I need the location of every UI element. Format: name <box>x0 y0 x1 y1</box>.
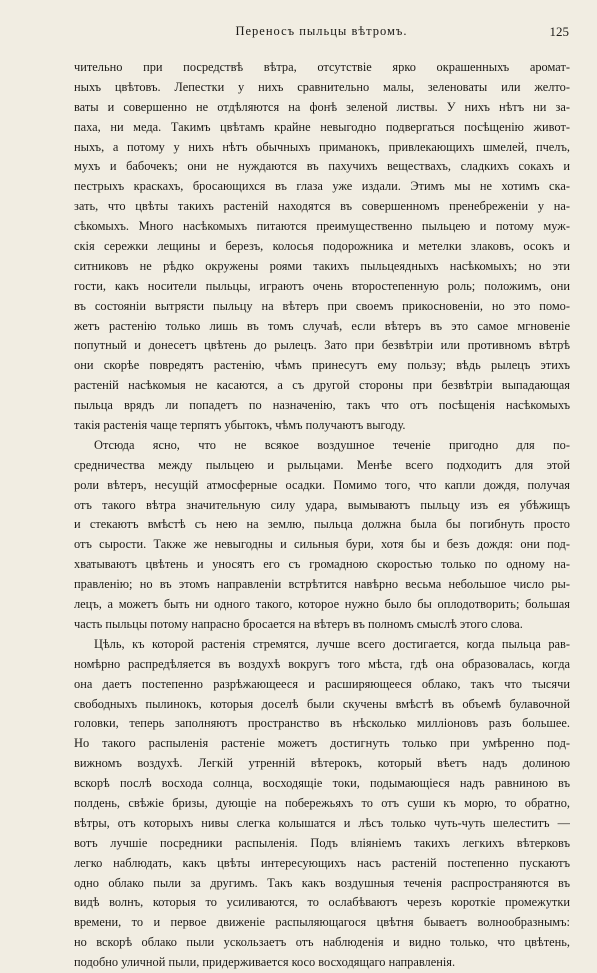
text-line: такія растенія чаще терпятъ убытокъ, чѣмъ получаютъ выгоду. <box>74 418 406 433</box>
text-line: хватываютъ цвѣтень и уносятъ его съ громадною скоростью только по одному на- <box>74 557 570 572</box>
text-line: одно облако пыли за другимъ. Такъ какъ воздушныя теченія распространяются въ <box>74 875 570 890</box>
text-line: пыльца врядъ ли попадетъ по назначенію, такъ что отъ посѣщенія насѣкомыхъ <box>74 398 570 413</box>
text-line: жетъ растенію только лишь въ томъ случаѣ, если вѣтеръ въ это самое мгновеніе <box>74 318 570 333</box>
text-line: но вскорѣ облако пыли ускользаетъ отъ наблюденія и видно только, что цвѣтень, <box>74 935 570 950</box>
text-line: вѣтры, отъ которыхъ нивы слегка колышатся и лѣсъ только чуть-чуть шелеститъ — <box>74 815 570 830</box>
text-line: паха, ни меда. Такимъ цвѣтамъ крайне невыгодно подвергаться посѣщенію живот- <box>74 119 570 134</box>
text-line: пестрыхъ краскахъ, бросающихся въ глаза уже издали. Этимъ мы не хотимъ ска- <box>74 179 570 194</box>
text-line: попутный и донесетъ цвѣтень до рылецъ. Зато при безвѣтріи или противномъ вѣтрѣ <box>74 338 570 353</box>
text-line: свободныхъ пылинокъ, которыя доселѣ были скучены вмѣстѣ въ объемѣ булавочной <box>74 696 570 711</box>
text-line: Цѣль, къ которой растенія стремятся, лучше всего достигается, когда пыльца рав- <box>94 636 570 651</box>
page-header <box>74 24 569 44</box>
text-line: скія сережки лещины и березъ, колосья подорожника и метелки злаковъ, осокъ и <box>74 239 570 254</box>
text-line: ныхъ цвѣтовъ. Лепестки у нихъ сравнительно малы, зеленоваты или желто- <box>74 79 570 94</box>
text-line: въ состояніи вытрясти пыльцу на вѣтеръ при своемъ прикосновеніи, но это помо- <box>74 298 570 313</box>
text-line: Но такого распыленія растеніе можетъ достигнуть только при умѣренно под- <box>74 736 570 751</box>
text-line: растеній насѣкомыя не касаются, а съ другой стороны при безвѣтріи выпадающая <box>74 378 570 393</box>
text-line: подобно уличной пыли, придерживается косо восходящаго направленія. <box>74 955 456 970</box>
text-line: вотъ лучшіе посредники распыленія. Подъ вліяніемъ такихъ легкихъ вѣтерковъ <box>74 835 570 850</box>
text-line: и стекаютъ вмѣстѣ съ нею на землю, пыльца должна была бы погибнуть просто <box>74 517 570 532</box>
text-line: видѣ волнъ, которыя то усиливаются, то ослабѣваютъ черезъ короткіе промежутки <box>74 895 570 910</box>
text-line: она даетъ постепенно разрѣжающееся и расширяющееся облако, такъ что тысячи <box>74 676 570 691</box>
body-text <box>74 58 570 973</box>
text-line: они скорѣе повредятъ растенію, чѣмъ принесутъ ему пользу; вѣдь рылецъ этихъ <box>74 358 570 373</box>
text-line: полдень, свѣжіе бризы, дующіе на побережьяхъ то отъ суши къ морю, то обратно, <box>74 795 570 810</box>
text-line: лецъ, а можетъ быть ни одного такого, которое нужно было бы оплодотворить; большая <box>74 597 570 612</box>
text-line: средничества между пыльцею и рыльцами. Менѣе всего подходитъ для этой <box>74 457 570 472</box>
text-line: зать, что цвѣты такихъ растеній находятся въ совершенномъ пренебреженіи у на- <box>74 199 570 214</box>
text-line: вскорѣ послѣ восхода солнца, восходящіе токи, подымающіеся надъ равниною въ <box>74 776 570 791</box>
text-line: номѣрно распредѣляется въ воздухѣ вокругъ того мѣста, гдѣ она образовалась, когда <box>74 656 570 671</box>
text-line: правленію; но въ этомъ направленіи встрѣтится навѣрно весьма небольшое число ры- <box>74 577 570 592</box>
page-number: 125 <box>549 24 569 39</box>
text-line: ситниковъ не рѣдко окружены роями такихъ пыльцеядныхъ насѣкомыхъ; но эти <box>74 258 570 273</box>
running-title: Переносъ пыльцы вѣтромъ. <box>235 24 408 38</box>
text-line: отъ такого вѣтра значительную силу удара, вымываютъ пыльцу изъ ея убѣжищъ <box>74 497 570 512</box>
text-line: роли вѣтеръ, несущій атмосферные осадки. Помимо того, что капли дождя, получая <box>74 477 570 492</box>
text-line: чительно при посредствѣ вѣтра, отсутствіе ярко окрашенныхъ аромат- <box>74 60 570 74</box>
text-line: сѣкомыхъ. Много насѣкомыхъ питаются преимущественно пыльцею и потому муж- <box>74 219 570 234</box>
text-line: гости, какъ носители пыльцы, играютъ очень второстепенную роль; положимъ, они <box>74 278 570 293</box>
text-line: ныхъ, а потому у нихъ нѣтъ обычныхъ приманокъ, привлекающихъ шмелей, пчелъ, <box>74 139 570 154</box>
text-line: времени, то и первое движеніе распыляющагося цвѣтня бываетъ волнообразнымъ: <box>74 915 570 930</box>
text-line: легко наблюдать, какъ цвѣты интересующихъ насъ растеній постепенно пускаютъ <box>74 855 570 870</box>
text-line: мухъ и бабочекъ; они не нуждаются въ пахучихъ веществахъ, сладкихъ сокахъ и <box>74 159 570 174</box>
text-line: отъ сырости. Также же невыгодны и сильныя бури, хотя бы и безъ дождя: они под- <box>74 537 570 552</box>
text-line: ваты и совершенно не отдѣляются на фонѣ зеленой листвы. У нихъ нѣтъ ни за- <box>74 99 570 114</box>
text-line: часть пыльцы потому напрасно бросается на вѣтеръ въ полномъ смыслѣ этого слова. <box>74 616 523 631</box>
text-line: вижномъ воздухѣ. Легкій утренній вѣтерокъ, который вѣетъ надъ долиною <box>74 756 570 771</box>
text-line: головки, теперь заполняютъ пространство въ нѣсколько милліоновъ разъ большее. <box>74 716 570 731</box>
text-line: Отсюда ясно, что не всякое воздушное теченіе пригодно для по- <box>94 437 570 452</box>
